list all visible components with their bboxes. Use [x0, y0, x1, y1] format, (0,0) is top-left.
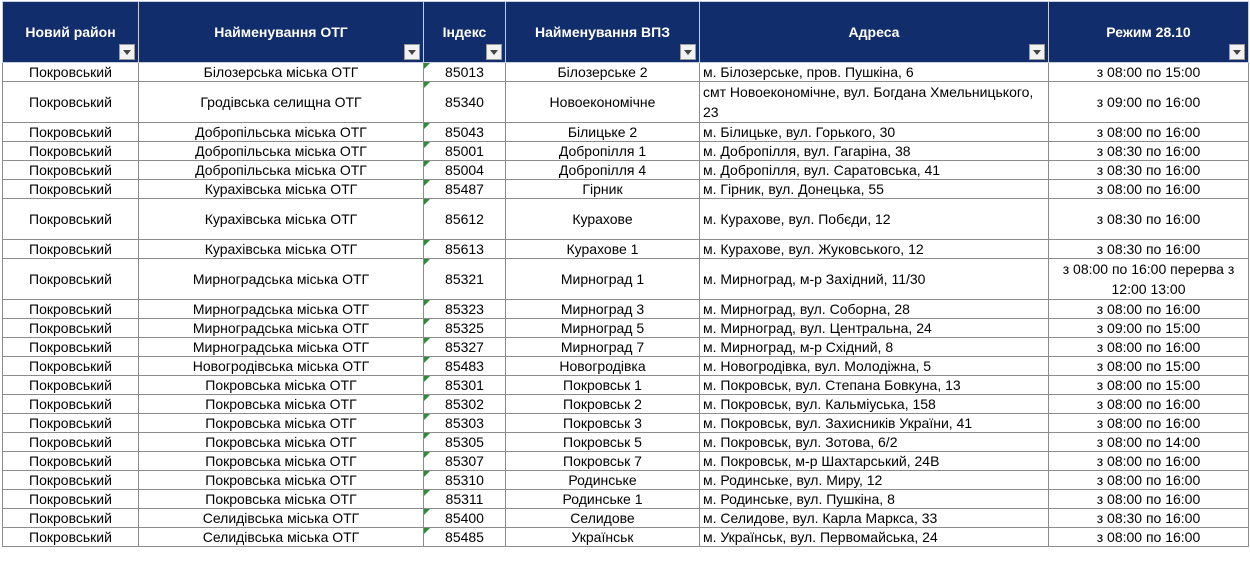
cell-address[interactable]: м. Мирноград, вул. Центральна, 24 — [700, 319, 1049, 338]
header-index — [424, 2, 506, 63]
table-body — [3, 63, 1249, 547]
table-row — [3, 471, 1249, 490]
number-as-text-marker-icon — [424, 123, 430, 129]
cell-schedule[interactable]: з 08:00 по 16:00 — [1049, 471, 1249, 490]
number-as-text-marker-icon — [424, 357, 430, 363]
cell-community[interactable]: Мирноградська міська ОТГ — [139, 338, 424, 357]
cell-schedule[interactable]: з 08:00 по 14:00 — [1049, 433, 1249, 452]
table-row — [3, 199, 1249, 240]
table-row — [3, 509, 1249, 528]
cell-district[interactable]: Покровський — [3, 82, 139, 123]
cell-community[interactable]: Добропільська міська ОТГ — [139, 123, 424, 142]
cell-community[interactable]: Покровська міська ОТГ — [139, 471, 424, 490]
cell-schedule[interactable]: з 08:30 по 16:00 — [1049, 142, 1249, 161]
cell-index-value: 85483 — [445, 358, 484, 374]
table-row — [3, 180, 1249, 199]
cell-index-value: 85612 — [445, 211, 484, 227]
cell-district[interactable]: Покровський — [3, 357, 139, 376]
cell-post-office[interactable]: Родинське 1 — [506, 490, 700, 509]
cell-post-office[interactable]: Селидове — [506, 509, 700, 528]
cell-schedule[interactable]: з 08:30 по 16:00 — [1049, 240, 1249, 259]
cell-schedule[interactable]: з 08:00 по 16:00 — [1049, 300, 1249, 319]
cell-address[interactable]: м. Курахове, вул. Жуковського, 12 — [700, 240, 1049, 259]
cell-address[interactable]: м. Мирноград, вул. Соборна, 28 — [700, 300, 1049, 319]
cell-index-value: 85321 — [445, 271, 484, 287]
header-label: Найменування ВПЗ — [534, 24, 670, 40]
cell-community[interactable]: Курахівська міська ОТГ — [139, 199, 424, 240]
cell-district[interactable]: Покровський — [3, 338, 139, 357]
cell-district[interactable]: Покровський — [3, 452, 139, 471]
cell-schedule[interactable]: з 08:30 по 16:00 — [1049, 161, 1249, 180]
table-row — [3, 376, 1249, 395]
header-district — [3, 2, 139, 63]
dropdown-arrow-icon — [490, 50, 498, 55]
table-row — [3, 259, 1249, 300]
filter-dropdown-button[interactable] — [680, 44, 696, 60]
cell-address[interactable]: м. Мирноград, м-р Західний, 11/30 — [700, 259, 1049, 300]
cell-community[interactable]: Селидівська міська ОТГ — [139, 509, 424, 528]
cell-index-value: 85305 — [445, 434, 484, 450]
cell-index-value: 85013 — [445, 64, 484, 80]
cell-schedule[interactable]: з 08:00 по 16:00 — [1049, 180, 1249, 199]
cell-post-office[interactable]: Покровськ 2 — [506, 395, 700, 414]
cell-community[interactable]: Покровська міська ОТГ — [139, 452, 424, 471]
cell-index-value: 85301 — [445, 377, 484, 393]
cell-post-office[interactable]: Курахове 1 — [506, 240, 700, 259]
cell-address[interactable]: смт Новоекономічне, вул. Богдана Хмельницького, 23 — [700, 82, 1049, 123]
header-label: Режим 28.10 — [1106, 24, 1191, 40]
filter-dropdown-button[interactable] — [1029, 44, 1045, 60]
cell-index[interactable] — [424, 300, 506, 319]
cell-index[interactable] — [424, 259, 506, 300]
cell-post-office[interactable]: Покровськ 3 — [506, 414, 700, 433]
cell-schedule[interactable]: з 09:00 по 15:00 — [1049, 319, 1249, 338]
cell-address[interactable]: м. Покровськ, вул. Степана Бовкуна, 13 — [700, 376, 1049, 395]
cell-post-office[interactable]: Мирноград 5 — [506, 319, 700, 338]
cell-community[interactable]: Білозерська міська ОТГ — [139, 63, 424, 82]
table-row — [3, 433, 1249, 452]
cell-post-office[interactable]: Новоекономічне — [506, 82, 700, 123]
cell-address[interactable]: м. Новогродівка, вул. Молодіжна, 5 — [700, 357, 1049, 376]
cell-index[interactable] — [424, 161, 506, 180]
number-as-text-marker-icon — [424, 528, 430, 534]
cell-post-office[interactable]: Українськ — [506, 528, 700, 547]
cell-district[interactable]: Покровський — [3, 490, 139, 509]
cell-district[interactable]: Покровський — [3, 395, 139, 414]
cell-index-value: 85310 — [445, 472, 484, 488]
header-post-office — [506, 2, 700, 63]
number-as-text-marker-icon — [424, 395, 430, 401]
cell-district[interactable]: Покровський — [3, 528, 139, 547]
header-community — [139, 2, 424, 63]
cell-index-value: 85001 — [445, 143, 484, 159]
cell-community[interactable]: Покровська міська ОТГ — [139, 490, 424, 509]
cell-index[interactable] — [424, 199, 506, 240]
number-as-text-marker-icon — [424, 63, 430, 69]
number-as-text-marker-icon — [424, 471, 430, 477]
cell-address[interactable]: м. Добропілля, вул. Гагаріна, 38 — [700, 142, 1049, 161]
cell-district[interactable]: Покровський — [3, 509, 139, 528]
cell-address[interactable]: м. Українськ, вул. Первомайська, 24 — [700, 528, 1049, 547]
filter-dropdown-button[interactable] — [404, 44, 420, 60]
cell-community[interactable]: Гродівська селищна ОТГ — [139, 82, 424, 123]
table-row — [3, 82, 1249, 123]
cell-schedule[interactable]: з 08:00 по 16:00 — [1049, 414, 1249, 433]
cell-address[interactable]: м. Білозерське, пров. Пушкіна, 6 — [700, 63, 1049, 82]
cell-index[interactable] — [424, 142, 506, 161]
cell-address[interactable]: м. Покровськ, вул. Захисників України, 41 — [700, 414, 1049, 433]
cell-index-value: 85613 — [445, 241, 484, 257]
cell-district[interactable]: Покровський — [3, 180, 139, 199]
table-row — [3, 161, 1249, 180]
cell-index[interactable] — [424, 376, 506, 395]
cell-district[interactable]: Покровський — [3, 259, 139, 300]
cell-index-value: 85303 — [445, 415, 484, 431]
cell-schedule[interactable]: з 08:00 по 16:00 — [1049, 490, 1249, 509]
cell-address[interactable]: м. Білицьке, вул. Горького, 30 — [700, 123, 1049, 142]
filter-dropdown-button[interactable] — [486, 44, 502, 60]
cell-district[interactable]: Покровський — [3, 161, 139, 180]
cell-community[interactable]: Новогродівська міська ОТГ — [139, 357, 424, 376]
cell-schedule[interactable]: з 08:30 по 16:00 — [1049, 199, 1249, 240]
filter-dropdown-button[interactable] — [1229, 44, 1245, 60]
cell-schedule[interactable]: з 08:00 по 15:00 — [1049, 357, 1249, 376]
dropdown-arrow-icon — [684, 50, 692, 55]
cell-index[interactable] — [424, 433, 506, 452]
cell-index-value: 85323 — [445, 301, 484, 317]
header-label: Індекс — [442, 24, 487, 40]
cell-schedule[interactable]: з 08:30 по 16:00 — [1049, 509, 1249, 528]
cell-schedule[interactable]: з 09:00 по 16:00 — [1049, 82, 1249, 123]
header-label: Найменування ОТГ — [214, 24, 348, 40]
cell-index[interactable] — [424, 82, 506, 123]
cell-community[interactable]: Покровська міська ОТГ — [139, 395, 424, 414]
cell-index[interactable] — [424, 471, 506, 490]
cell-post-office[interactable]: Мирноград 3 — [506, 300, 700, 319]
number-as-text-marker-icon — [424, 490, 430, 496]
table-row — [3, 452, 1249, 471]
number-as-text-marker-icon — [424, 433, 430, 439]
table-row — [3, 395, 1249, 414]
cell-index[interactable] — [424, 123, 506, 142]
cell-schedule[interactable]: з 08:00 по 16:00 — [1049, 452, 1249, 471]
number-as-text-marker-icon — [424, 338, 430, 344]
cell-district[interactable]: Покровський — [3, 471, 139, 490]
number-as-text-marker-icon — [424, 376, 430, 382]
cell-index-value: 85311 — [445, 491, 484, 507]
cell-index[interactable] — [424, 395, 506, 414]
cell-community[interactable]: Покровська міська ОТГ — [139, 433, 424, 452]
cell-address[interactable]: м. Покровськ, вул. Кальміуська, 158 — [700, 395, 1049, 414]
number-as-text-marker-icon — [424, 452, 430, 458]
cell-index[interactable] — [424, 452, 506, 471]
cell-district[interactable]: Покровський — [3, 240, 139, 259]
table-row — [3, 357, 1249, 376]
cell-post-office[interactable]: Гірник — [506, 180, 700, 199]
cell-address[interactable]: м. Покровськ, м-р Шахтарський, 24В — [700, 452, 1049, 471]
cell-community[interactable]: Добропільська міська ОТГ — [139, 142, 424, 161]
table-row — [3, 528, 1249, 547]
number-as-text-marker-icon — [424, 161, 430, 167]
cell-index-value: 85302 — [445, 396, 484, 412]
number-as-text-marker-icon — [424, 509, 430, 515]
cell-community[interactable]: Покровська міська ОТГ — [139, 376, 424, 395]
cell-district[interactable]: Покровський — [3, 414, 139, 433]
cell-schedule[interactable]: з 08:00 по 15:00 — [1049, 63, 1249, 82]
cell-index[interactable] — [424, 490, 506, 509]
cell-address[interactable]: м. Покровськ, вул. Зотова, 6/2 — [700, 433, 1049, 452]
number-as-text-marker-icon — [424, 199, 430, 205]
dropdown-arrow-icon — [1233, 50, 1241, 55]
cell-post-office[interactable]: Родинське — [506, 471, 700, 490]
cell-index[interactable] — [424, 63, 506, 82]
cell-post-office[interactable]: Добропілля 1 — [506, 142, 700, 161]
cell-index-value: 85307 — [445, 453, 484, 469]
cell-post-office[interactable]: Покровськ 5 — [506, 433, 700, 452]
cell-district[interactable]: Покровський — [3, 319, 139, 338]
cell-index-value: 85327 — [445, 339, 484, 355]
cell-schedule[interactable]: з 08:00 по 16:00 — [1049, 395, 1249, 414]
header-label: Новий район — [25, 24, 116, 40]
table-row — [3, 123, 1249, 142]
cell-schedule[interactable]: з 08:00 по 16:00 — [1049, 123, 1249, 142]
number-as-text-marker-icon — [424, 414, 430, 420]
cell-community[interactable]: Мирноградська міська ОТГ — [139, 300, 424, 319]
cell-district[interactable]: Покровський — [3, 123, 139, 142]
cell-index[interactable] — [424, 509, 506, 528]
cell-post-office[interactable]: Добропілля 4 — [506, 161, 700, 180]
table-row — [3, 490, 1249, 509]
table-header — [3, 2, 1249, 63]
dropdown-arrow-icon — [408, 50, 416, 55]
spreadsheet-table — [2, 1, 1249, 547]
table-row — [3, 338, 1249, 357]
cell-community[interactable]: Мирноградська міська ОТГ — [139, 259, 424, 300]
cell-address[interactable]: м. Гірник, вул. Донецька, 55 — [700, 180, 1049, 199]
dropdown-arrow-icon — [123, 50, 131, 55]
cell-address[interactable]: м. Селидове, вул. Карла Маркса, 33 — [700, 509, 1049, 528]
cell-community[interactable]: Селидівська міська ОТГ — [139, 528, 424, 547]
cell-district[interactable]: Покровський — [3, 376, 139, 395]
cell-community[interactable]: Мирноградська міська ОТГ — [139, 319, 424, 338]
cell-post-office[interactable]: Курахове — [506, 199, 700, 240]
cell-index-value: 85340 — [445, 94, 484, 110]
cell-district[interactable]: Покровський — [3, 199, 139, 240]
cell-address[interactable]: м. Курахове, вул. Побєди, 12 — [700, 199, 1049, 240]
number-as-text-marker-icon — [424, 142, 430, 148]
cell-community[interactable]: Курахівська міська ОТГ — [139, 180, 424, 199]
cell-post-office[interactable]: Покровськ 7 — [506, 452, 700, 471]
cell-schedule[interactable]: з 08:00 по 16:00 — [1049, 338, 1249, 357]
header-label: Адреса — [848, 24, 900, 40]
cell-address[interactable]: м. Мирноград, м-р Східний, 8 — [700, 338, 1049, 357]
cell-index[interactable] — [424, 357, 506, 376]
cell-address[interactable]: м. Родинське, вул. Пушкіна, 8 — [700, 490, 1049, 509]
cell-district[interactable]: Покровський — [3, 63, 139, 82]
cell-index[interactable] — [424, 319, 506, 338]
number-as-text-marker-icon — [424, 300, 430, 306]
table-row — [3, 63, 1249, 82]
cell-post-office[interactable]: Мирноград 1 — [506, 259, 700, 300]
cell-community[interactable]: Курахівська міська ОТГ — [139, 240, 424, 259]
cell-index[interactable] — [424, 180, 506, 199]
number-as-text-marker-icon — [424, 180, 430, 186]
number-as-text-marker-icon — [424, 240, 430, 246]
cell-schedule[interactable]: з 08:00 по 15:00 — [1049, 376, 1249, 395]
cell-district[interactable]: Покровський — [3, 433, 139, 452]
cell-community[interactable]: Покровська міська ОТГ — [139, 414, 424, 433]
header-address — [700, 2, 1049, 63]
cell-schedule[interactable]: з 08:00 по 16:00 — [1049, 528, 1249, 547]
cell-index-value: 85004 — [445, 162, 484, 178]
number-as-text-marker-icon — [424, 82, 430, 88]
cell-district[interactable]: Покровський — [3, 300, 139, 319]
cell-index-value: 85485 — [445, 529, 484, 545]
table-row — [3, 142, 1249, 161]
cell-index-value: 85487 — [445, 181, 484, 197]
cell-district[interactable]: Покровський — [3, 142, 139, 161]
header-row — [3, 2, 1249, 63]
cell-index[interactable] — [424, 528, 506, 547]
cell-index[interactable] — [424, 414, 506, 433]
number-as-text-marker-icon — [424, 319, 430, 325]
cell-address[interactable]: м. Родинське, вул. Миру, 12 — [700, 471, 1049, 490]
cell-index-value: 85400 — [445, 510, 484, 526]
cell-index-value: 85043 — [445, 124, 484, 140]
number-as-text-marker-icon — [424, 259, 430, 265]
cell-schedule[interactable]: з 08:00 по 16:00 перерва з 12:00 13:00 — [1049, 259, 1249, 300]
table-row — [3, 240, 1249, 259]
table-row — [3, 319, 1249, 338]
cell-post-office[interactable]: Білозерське 2 — [506, 63, 700, 82]
table-row — [3, 300, 1249, 319]
cell-index[interactable] — [424, 240, 506, 259]
cell-post-office[interactable]: Покровськ 1 — [506, 376, 700, 395]
cell-index-value: 85325 — [445, 320, 484, 336]
cell-post-office[interactable]: Мирноград 7 — [506, 338, 700, 357]
dropdown-arrow-icon — [1033, 50, 1041, 55]
filter-dropdown-button[interactable] — [119, 44, 135, 60]
header-schedule — [1049, 2, 1249, 63]
table-row — [3, 414, 1249, 433]
cell-index[interactable] — [424, 338, 506, 357]
cell-address[interactable]: м. Добропілля, вул. Саратовська, 41 — [700, 161, 1049, 180]
cell-community[interactable]: Добропільська міська ОТГ — [139, 161, 424, 180]
cell-post-office[interactable]: Білицьке 2 — [506, 123, 700, 142]
cell-post-office[interactable]: Новогродівка — [506, 357, 700, 376]
